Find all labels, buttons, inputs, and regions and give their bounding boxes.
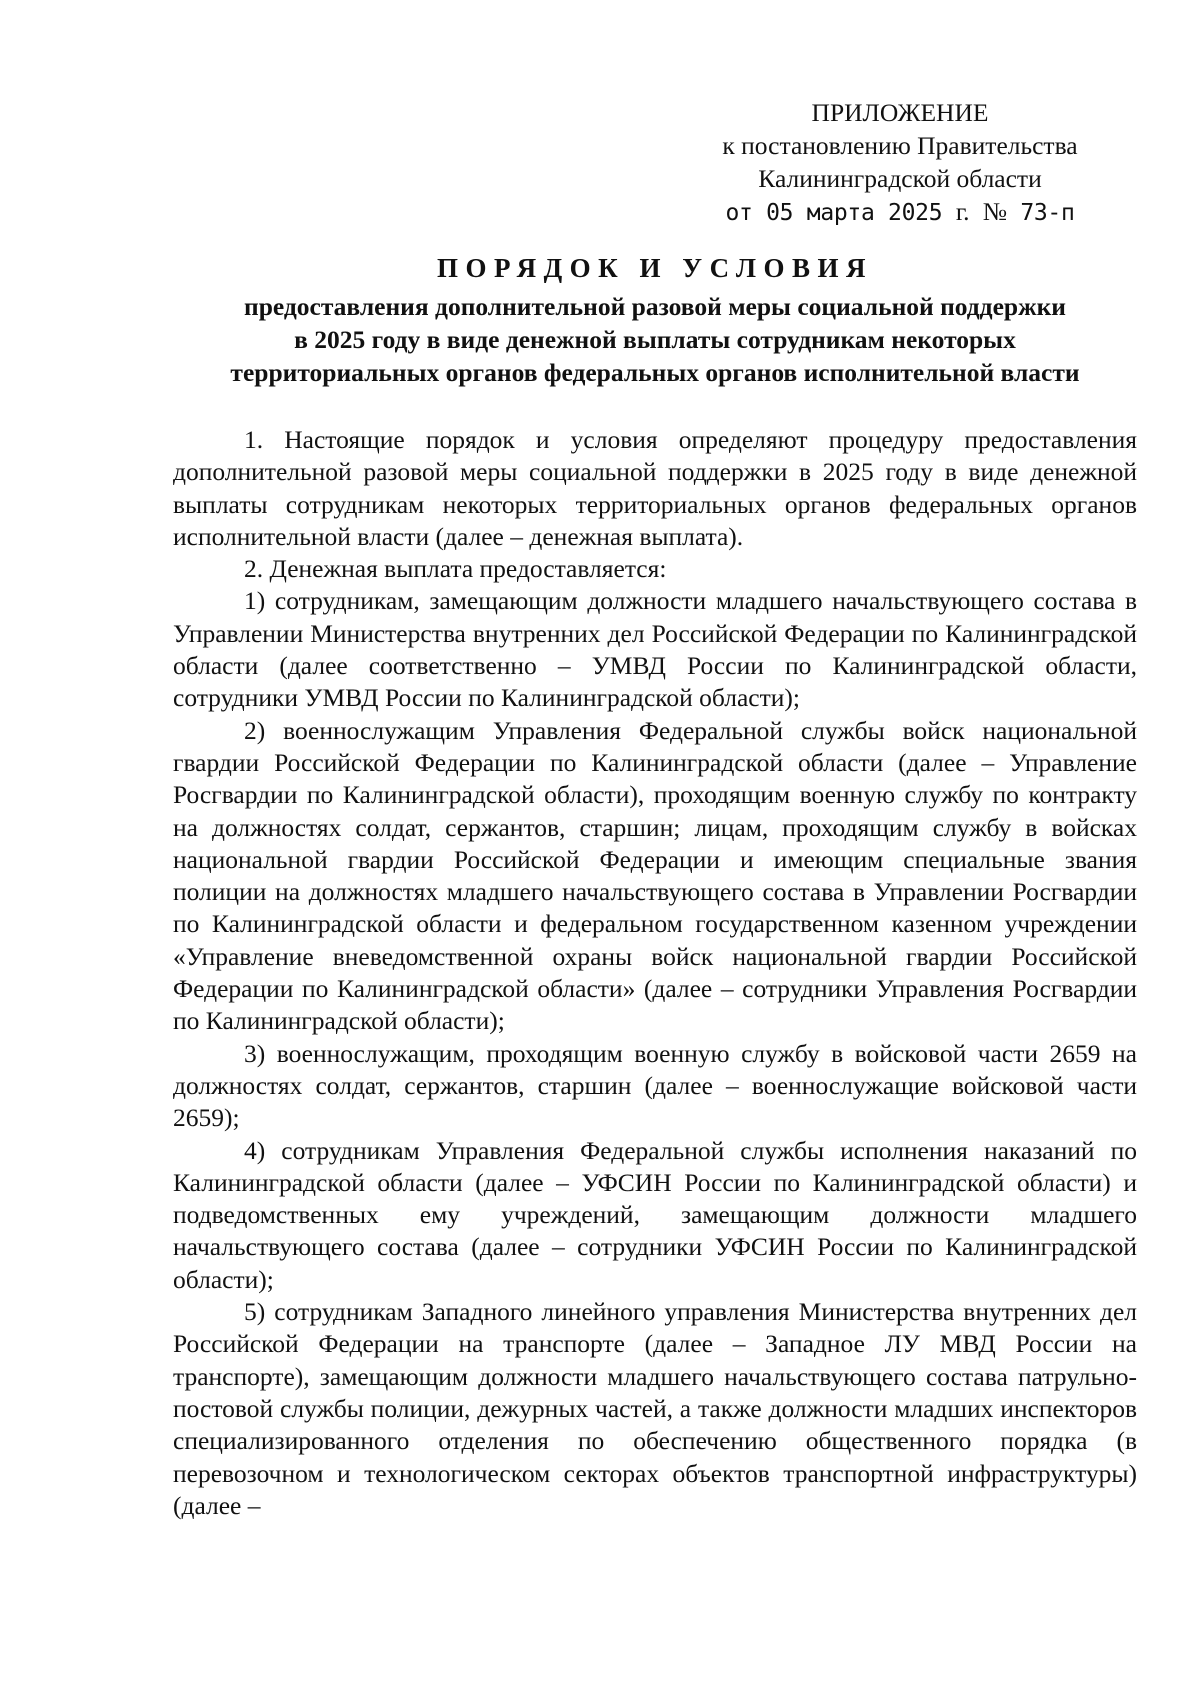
appendix-resolution-line: к постановлению Правительства (722, 131, 1078, 160)
document-title (173, 246, 1137, 389)
appendix-header (660, 96, 1140, 230)
appendix-region-line: Калининградской области (758, 164, 1042, 193)
paragraph-2-item-3: 3) военнослужащим, проходящим военную службу в войсковой части 2659 на должностях солдат, сержантов, старшин (далее – военнослужащие войсковой части 2659); (173, 1038, 1137, 1133)
paragraph-2-item-5: 5) сотрудникам Западного линейного управления Министерства внутренних дел Российской Федерации на транспорте (далее – Западное ЛУ МВД России на транспорте), замещающим должности младшего начальствующего состава патрульно-постовой службы полиции, дежурных частей, а также должности младших инспекторов специализированного отделения по обеспечению общественного порядка (в перевозочном и технологическом секторах объектов транспортной инфраструктуры) (далее – (173, 1297, 1137, 1520)
paragraph-2-item-1: 1) сотрудникам, замещающим должности младшего начальствующего состава в Управлении Министерства внутренних дел Российской Федерации по Калининградской области (далее соответственно – УМВД России по Калининградской области, сотрудники УМВД России по Калининградской области); (173, 586, 1137, 713)
resolution-number: 73-п (1020, 200, 1075, 226)
title-main: ПОРЯДОК И УСЛОВИЯ (436, 253, 874, 283)
date-value: 05 марта 2025 (766, 200, 943, 226)
title-subtitle-line-2: в 2025 году в виде денежной выплаты сотрудникам некоторых (294, 325, 1016, 354)
date-prefix: от (725, 200, 753, 226)
title-subtitle-line-1: предоставления дополнительной разовой меры социальной поддержки (244, 292, 1066, 321)
year-abbr: г. (955, 197, 970, 226)
appendix-label: ПРИЛОЖЕНИЕ (811, 98, 989, 127)
appendix-date-line (660, 195, 1140, 230)
paragraph-1: 1. Настоящие порядок и условия определяют процедуру предоставления дополнительной разовой меры социальной поддержки в 2025 году в виде денежной выплаты сотрудникам некоторых территориальных органов федеральных органов исполнительной власти (далее – денежная выплата). (173, 425, 1137, 551)
paragraph-2-item-4: 4) сотрудникам Управления Федеральной службы исполнения наказаний по Калининградской области (далее – УФСИН России по Калининградской области) и подведомственных ему учреждений, замещающим должности младшего начальствующего состава (далее – сотрудники УФСИН России по Калининградской области); (173, 1135, 1137, 1294)
document-body (173, 424, 1137, 1522)
title-subtitle-line-3: территориальных органов федеральных органов исполнительной власти (230, 358, 1080, 387)
paragraph-2: 2. Денежная выплата предоставляется: (244, 554, 667, 584)
paragraph-2-item-2: 2) военнослужащим Управления Федеральной службы войск национальной гвардии Российской Федерации по Калининградской области (далее – Управление Росгвардии по Калининградской области), проходящим военную службу по контракту на должностях солдат, сержантов, старшин; лицам, проходящим службу в войсках национальной гвардии Российской Федерации и имеющим специальные звания полиции на должностях младшего начальствующего состава в Управлении Росгвардии по Калининградской области и федеральном государственном казенном учреждении «Управление вневедомственной охраны войск национальной гвардии Российской Федерации по Калининградской области» (далее – сотрудники Управления Росгвардии по Калининградской области); (173, 715, 1137, 1036)
number-sign: № (982, 197, 1007, 226)
